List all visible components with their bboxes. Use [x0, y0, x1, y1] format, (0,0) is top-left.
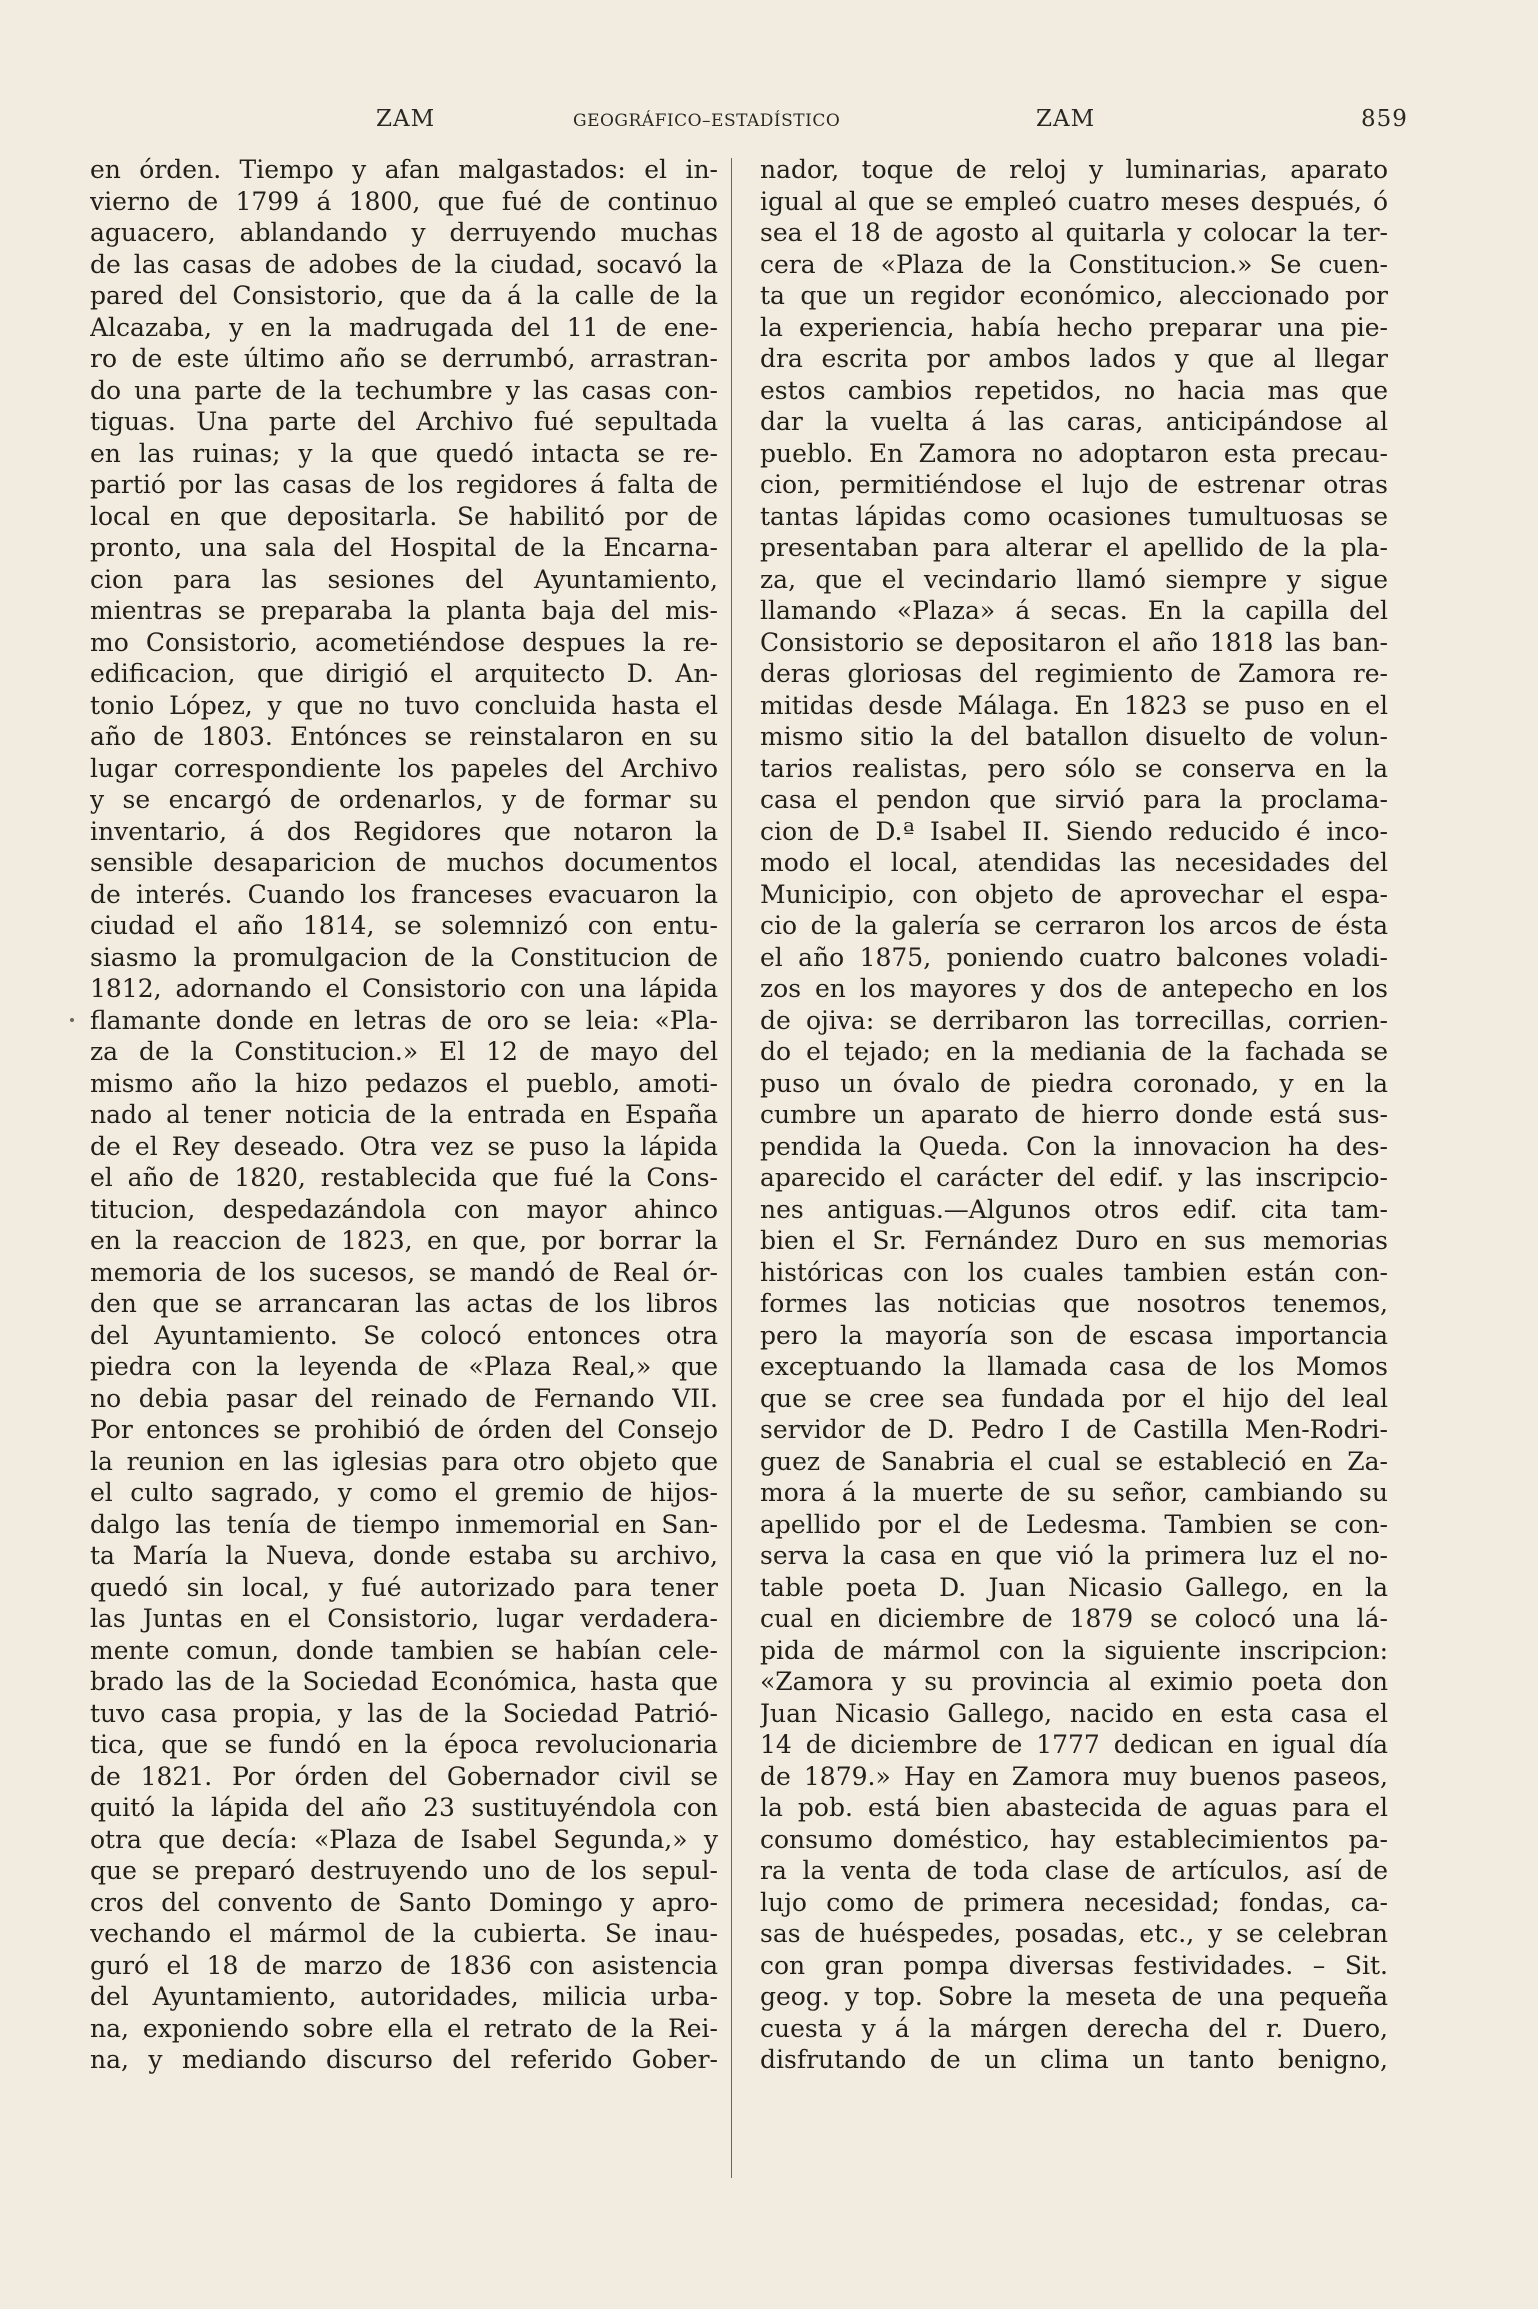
text-line: el año de 1820, restablecida que fué la Cons- — [90, 1163, 718, 1192]
text-line: estos cambios repetidos, no hacia mas que — [760, 375, 1388, 405]
text-line: disfrutando de un clima un tanto benigno, — [760, 2045, 1388, 2074]
text-line: 14 de diciembre de 1777 dedican en igual día — [760, 1730, 1388, 1759]
text-line: edificacion, que dirigió el arquitecto D. An- — [90, 659, 718, 688]
text-line: y se encargó de ordenarlos, y de formar su — [90, 785, 718, 814]
text-line: aparecido el carácter del edif. y las inscripcio- — [760, 1163, 1388, 1192]
text-line: sensible desaparicion de muchos documentos — [90, 848, 718, 877]
text-line: Por entonces se prohibió de órden del Consejo — [90, 1415, 718, 1444]
text-line: local en que depositarla. Se habilitó por de — [90, 501, 718, 531]
text-line: lujo como de primera necesidad; fondas, ca- — [760, 1887, 1388, 1917]
text-line: en órden. Tiempo y afan malgastados: el in- — [90, 155, 718, 184]
text-line: vechando el mármol de la cubierta. Se inau- — [90, 1919, 718, 1948]
text-line: inventario, á dos Regidores que notaron la — [90, 816, 718, 846]
text-line: formes las noticias que nosotros tenemos, — [760, 1289, 1388, 1318]
text-line: de 1879.» Hay en Zamora muy buenos paseos, — [760, 1761, 1388, 1791]
text-line: cuesta y á la márgen derecha del r. Duero, — [760, 2013, 1388, 2043]
text-line: cera de «Plaza de la Constitucion.» Se cuen- — [760, 249, 1388, 279]
text-line: otra que decía: «Plaza de Isabel Segunda,» y — [90, 1824, 718, 1854]
text-line: con gran pompa diversas festividades. – Sit. — [760, 1950, 1388, 1980]
text-line: sea el 18 de agosto al quitarla y colocar la ter- — [760, 218, 1388, 247]
text-line: mora á la muerte de su señor, cambiando su — [760, 1478, 1388, 1507]
text-line: na, y mediando discurso del referido Gober- — [90, 2045, 718, 2074]
text-line: dar la vuelta á las caras, anticipándose al — [760, 407, 1388, 436]
text-line: pida de mármol con la siguiente inscripcion: — [760, 1635, 1388, 1665]
text-line: flamante donde en letras de oro se leia: «Pla- — [90, 1005, 718, 1035]
text-line: igual al que se empleó cuatro meses después, ó — [760, 186, 1388, 216]
text-line: Consistorio se depositaron el año 1818 las ban- — [760, 627, 1388, 657]
text-line: cros del convento de Santo Domingo y apro- — [90, 1887, 718, 1917]
text-line: bien el Sr. Fernández Duro en sus memorias — [760, 1226, 1388, 1255]
text-line: de el Rey deseado. Otra vez se puso la lápida — [90, 1131, 718, 1161]
text-line: ra la venta de toda clase de artículos, así de — [760, 1856, 1388, 1885]
text-line: quitó la lápida del año 23 sustituyéndola con — [90, 1793, 718, 1822]
text-line: 1812, adornando el Consistorio con una lápida — [90, 974, 718, 1003]
text-line: la experiencia, había hecho preparar una pie- — [760, 312, 1388, 342]
text-line: cumbre un aparato de hierro donde está sus- — [760, 1100, 1388, 1129]
text-line: del Ayuntamiento, autoridades, milicia urba- — [90, 1982, 718, 2011]
text-line: cual en diciembre de 1879 se colocó una lá- — [760, 1604, 1388, 1633]
text-line: mismo sitio la del batallon disuelto de volun- — [760, 722, 1388, 751]
text-line: en la reaccion de 1823, en que, por borrar la — [90, 1226, 718, 1255]
text-line: cion de D.ª Isabel II. Siendo reducido é inco- — [760, 816, 1388, 846]
text-line: servidor de D. Pedro I de Castilla Men-Rodri- — [760, 1415, 1388, 1444]
text-line: deras gloriosas del regimiento de Zamora re- — [760, 659, 1388, 688]
page-number: 859 — [1361, 106, 1408, 132]
text-line: mente comun, donde tambien se habían cele- — [90, 1635, 718, 1665]
text-line: cion para las sesiones del Ayuntamiento, — [90, 564, 718, 594]
text-line: las Juntas en el Consistorio, lugar verdadera- — [90, 1604, 718, 1633]
text-line: brado las de la Sociedad Económica, hasta que — [90, 1667, 718, 1696]
text-line: aguacero, ablandando y derruyendo muchas — [90, 218, 718, 247]
text-line: den que se arrancaran las actas de los libros — [90, 1289, 718, 1318]
text-line: en las ruinas; y la que quedó intacta se re- — [90, 438, 718, 468]
text-line: la reunion en las iglesias para otro objeto que — [90, 1446, 718, 1476]
text-line: guró el 18 de marzo de 1836 con asistencia — [90, 1950, 718, 1980]
text-line: tica, que se fundó en la época revolucionaria — [90, 1730, 718, 1759]
text-line: pueblo. En Zamora no adoptaron esta precau- — [760, 438, 1388, 468]
text-line: sas de huéspedes, posadas, etc., y se celebran — [760, 1919, 1388, 1948]
text-line: año de 1803. Entónces se reinstalaron en su — [90, 722, 718, 751]
text-line: geog. y top. Sobre la meseta de una pequeña — [760, 1982, 1388, 2011]
text-line: modo el local, atendidas las necesidades del — [760, 848, 1388, 877]
text-line: do el tejado; en la mediania de la fachada se — [760, 1037, 1388, 1066]
text-line: que se preparó destruyendo uno de los sepul- — [90, 1856, 718, 1885]
text-line: cion, permitiéndose el lujo de estrenar otras — [760, 470, 1388, 499]
text-line: nador, toque de reloj y luminarias, aparato — [760, 155, 1388, 184]
text-line: quedó sin local, y fué autorizado para tener — [90, 1572, 718, 1602]
text-line: pronto, una sala del Hospital de la Encarna- — [90, 533, 718, 562]
text-line: consumo doméstico, hay establecimientos pa- — [760, 1824, 1388, 1854]
text-line: pero la mayoría son de escasa importancia — [760, 1320, 1388, 1350]
margin-speck — [70, 1018, 74, 1022]
text-line: memoria de los sucesos, se mandó de Real ór- — [90, 1257, 718, 1287]
text-line: za, que el vecindario llamó siempre y sigue — [760, 564, 1388, 594]
text-line: guez de Sanabria el cual se estableció en Za- — [760, 1446, 1388, 1476]
text-line: el año 1875, poniendo cuatro balcones voladi- — [760, 942, 1388, 972]
text-line: tuvo casa propia, y las de la Sociedad Patrió- — [90, 1698, 718, 1728]
text-line: tiguas. Una parte del Archivo fué sepultada — [90, 407, 718, 436]
text-line: mientras se preparaba la planta baja del mis- — [90, 596, 718, 625]
left-text-column — [90, 154, 718, 2076]
text-line: piedra con la leyenda de «Plaza Real,» que — [90, 1352, 718, 1381]
text-line: no debia pasar del reinado de Fernando VII. — [90, 1383, 718, 1413]
text-line: exceptuando la llamada casa de los Momos — [760, 1352, 1388, 1381]
text-line: la pob. está bien abastecida de aguas para el — [760, 1793, 1388, 1822]
text-line: históricas con los cuales tambien están con- — [760, 1257, 1388, 1287]
text-line: ta María la Nueva, donde estaba su archivo, — [90, 1541, 718, 1570]
text-line: del Ayuntamiento. Se colocó entonces otra — [90, 1320, 718, 1350]
column-divider — [731, 158, 732, 2178]
text-line: zos en los mayores y dos de antepecho en los — [760, 974, 1388, 1003]
text-line: apellido por el de Ledesma. Tambien se con- — [760, 1509, 1388, 1539]
text-line: de las casas de adobes de la ciudad, socavó la — [90, 249, 718, 279]
text-line: Juan Nicasio Gallego, nacido en esta casa el — [760, 1698, 1388, 1728]
text-line: tarios realistas, pero sólo se conserva en la — [760, 753, 1388, 783]
text-line: ta que un regidor económico, aleccionado por — [760, 281, 1388, 310]
text-line: serva la casa en que vió la primera luz el no- — [760, 1541, 1388, 1570]
text-line: partió por las casas de los regidores á falta de — [90, 470, 718, 499]
text-line: tonio López, y que no tuvo concluida hasta el — [90, 690, 718, 720]
text-line: llamando «Plaza» á secas. En la capilla del — [760, 596, 1388, 625]
text-line: za de la Constitucion.» El 12 de mayo del — [90, 1037, 718, 1066]
text-line: nes antiguas.—Algunos otros edif. cita tam- — [760, 1194, 1388, 1224]
text-line: el culto sagrado, y como el gremio de hijos- — [90, 1478, 718, 1507]
text-line: puso un óvalo de piedra coronado, y en la — [760, 1068, 1388, 1098]
text-line: titucion, despedazándola con mayor ahinco — [90, 1194, 718, 1224]
text-line: mo Consistorio, acometiéndose despues la re- — [90, 627, 718, 657]
text-line: ciudad el año 1814, se solemnizó con entu- — [90, 911, 718, 940]
text-line: pendida la Queda. Con la innovacion ha des- — [760, 1131, 1388, 1161]
text-line: pared del Consistorio, que da á la calle de la — [90, 281, 718, 310]
text-line: dalgo las tenía de tiempo inmemorial en San- — [90, 1509, 718, 1539]
text-line: mismo año la hizo pedazos el pueblo, amoti- — [90, 1068, 718, 1098]
running-header — [86, 106, 1408, 146]
header-right-keyword: ZAM — [1036, 106, 1096, 132]
text-line: de ojiva: se derribaron las torrecillas, corrien- — [760, 1005, 1388, 1035]
text-line: Municipio, con objeto de aprovechar el espa- — [760, 879, 1388, 909]
text-line: Alcazaba, y en la madrugada del 11 de ene- — [90, 312, 718, 342]
text-line: nado al tener noticia de la entrada en España — [90, 1100, 718, 1129]
text-line: vierno de 1799 á 1800, que fué de continuo — [90, 186, 718, 216]
text-line: casa el pendon que sirvió para la proclama- — [760, 785, 1388, 814]
text-line: dra escrita por ambos lados y que al llegar — [760, 344, 1388, 373]
text-line: presentaban para alterar el apellido de la pla- — [760, 533, 1388, 562]
text-line: mitidas desde Málaga. En 1823 se puso en el — [760, 690, 1388, 720]
text-line: de interés. Cuando los franceses evacuaron la — [90, 879, 718, 909]
text-line: cio de la galería se cerraron los arcos de ésta — [760, 911, 1388, 940]
text-line: de 1821. Por órden del Gobernador civil se — [90, 1761, 718, 1791]
text-line: tantas lápidas como ocasiones tumultuosas se — [760, 501, 1388, 531]
text-line: ro de este último año se derrumbó, arrastran- — [90, 344, 718, 373]
text-line: na, exponiendo sobre ella el retrato de la Rei- — [90, 2013, 718, 2043]
header-center-title: GEOGRÁFICO–ESTADÍSTICO — [573, 111, 841, 131]
text-line: que se cree sea fundada por el hijo del leal — [760, 1383, 1388, 1413]
header-left-keyword: ZAM — [376, 106, 436, 132]
text-line: do una parte de la techumbre y las casas con- — [90, 375, 718, 405]
text-line: siasmo la promulgacion de la Constitucion de — [90, 942, 718, 972]
text-line: «Zamora y su provincia al eximio poeta don — [760, 1667, 1388, 1696]
text-line: lugar correspondiente los papeles del Archivo — [90, 753, 718, 783]
right-text-column — [760, 154, 1388, 2076]
text-line: table poeta D. Juan Nicasio Gallego, en la — [760, 1572, 1388, 1602]
